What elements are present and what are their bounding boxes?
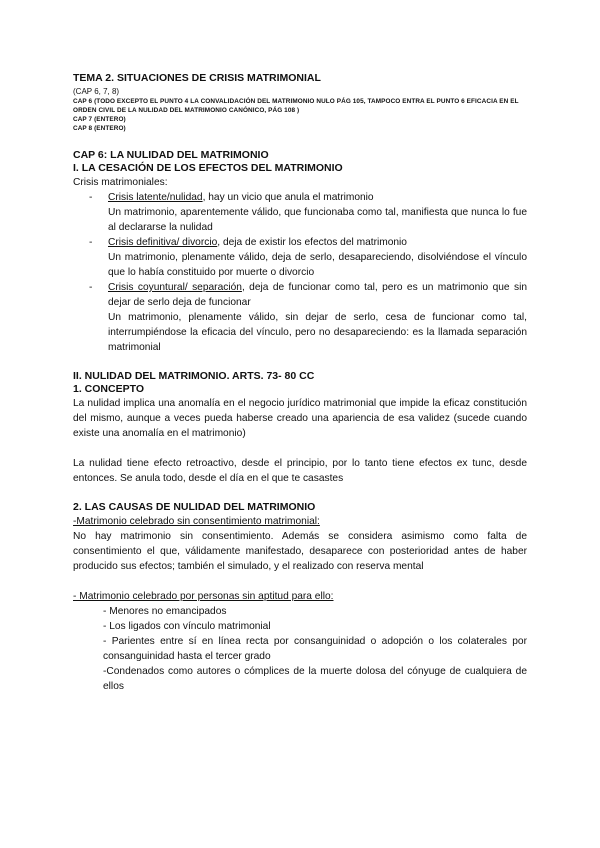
section-2-heading: II. NULIDAD DEL MATRIMONIO. ARTS. 73- 80 CC (73, 370, 315, 382)
concepto-paragraph-1: La nulidad implica una anomalía en el negocio jurídico matrimonial que impide la eficaz constitución del mismo, aunque a veces pueda haberse creado una apariencia de esa validez (sucede cuando existe una anomalía en el matrimonio) (73, 398, 527, 439)
chapter-6-heading: CAP 6: LA NULIDAD DEL MATRIMONIO (73, 149, 269, 161)
causa-2-heading: - Matrimonio celebrado por personas sin aptitud para ello: (73, 591, 334, 602)
concepto-paragraph-2: La nulidad tiene efecto retroactivo, desde el principio, por lo tanto tiene efectos ex tunc, desde entonces. Se anula todo, desde el día en el que te casastes (73, 458, 527, 484)
list-item: - Parientes entre sí en línea recta por consanguinidad o adopción o los colaterales por consanguinidad hasta el tercer grado (103, 636, 527, 662)
crisis-desc: , deja de existir los efectos del matrimonio (217, 237, 407, 248)
list-item (73, 280, 527, 355)
crisis-term: Crisis definitiva/ divorcio (108, 237, 218, 248)
list-item (73, 190, 527, 235)
crisis-detail: Un matrimonio, plenamente válido, deja de serlo, desapareciendo, disolviéndose el vínculo que lo había constituido por muerte o divorcio (108, 252, 527, 278)
causas-heading: 2. LAS CAUSAS DE NULIDAD DEL MATRIMONIO (73, 501, 316, 513)
section-1-heading: I. LA CESACIÓN DE LOS EFECTOS DEL MATRIMONIO (73, 162, 343, 174)
crisis-term: Crisis coyuntural/ separación (108, 282, 242, 293)
document-title: TEMA 2. SITUACIONES DE CRISIS MATRIMONIAL (73, 72, 321, 84)
crisis-term: Crisis latente/nulidad (108, 192, 203, 203)
chapter-note-cap6: CAP 6 (TODO EXCEPTO EL PUNTO 4 LA CONVALIDACIÓN DEL MATRIMONIO NULO PÁG 105, TAMPOCO ENTRA EL PUNTO 6 EFICACIA EN EL ORDEN CIVIL DE LA NULIDAD DEL MATRIMONIO CANÓNICO, PÁG 108 ) (73, 98, 519, 114)
chapter-list: (CAP 6, 7, 8) (73, 87, 120, 96)
bullet-dash: - (89, 237, 93, 248)
list-item: -Condenados como autores o cómplices de la muerte dolosa del cónyuge de cualquiera de ellos (103, 666, 527, 692)
concepto-heading: 1. CONCEPTO (73, 383, 144, 395)
bullet-dash: - (89, 282, 93, 293)
bullet-dash: - (89, 192, 93, 203)
chapter-note-cap8: CAP 8 (ENTERO) (73, 125, 126, 132)
crisis-detail: Un matrimonio, aparentemente válido, que funcionaba como tal, manifiesta que nunca lo fue al declararse la nulidad (108, 207, 527, 233)
crisis-desc: , deja de funcionar como tal, pero es un matrimonio que sin dejar de serlo deja de funcionar (108, 282, 528, 308)
list-item: - Los ligados con vínculo matrimonial (103, 621, 271, 632)
crisis-desc: , hay un vicio que anula el matrimonio (202, 192, 374, 203)
causa-1-text: No hay matrimonio sin consentimiento. Además se considera asimismo como falta de consentimiento el que, válidamente manifestado, desaparece con posterioridad antes de haber producido sus efectos; también el simulado, y el realizado con reserva mental (73, 531, 527, 572)
chapter-note-cap7: CAP 7 (ENTERO) (73, 116, 126, 123)
list-item: - Menores no emancipados (103, 606, 227, 617)
list-item (73, 235, 527, 280)
crisis-intro: Crisis matrimoniales: (73, 177, 168, 188)
crisis-detail: Un matrimonio, plenamente válido, sin dejar de serlo, cesa de funcionar como tal, interrumpiéndose la eficacia del vínculo, pero no desapareciendo: es la llamada separación matrimonial (108, 312, 527, 353)
causa-1-heading: -Matrimonio celebrado sin consentimiento matrimonial: (73, 516, 320, 527)
